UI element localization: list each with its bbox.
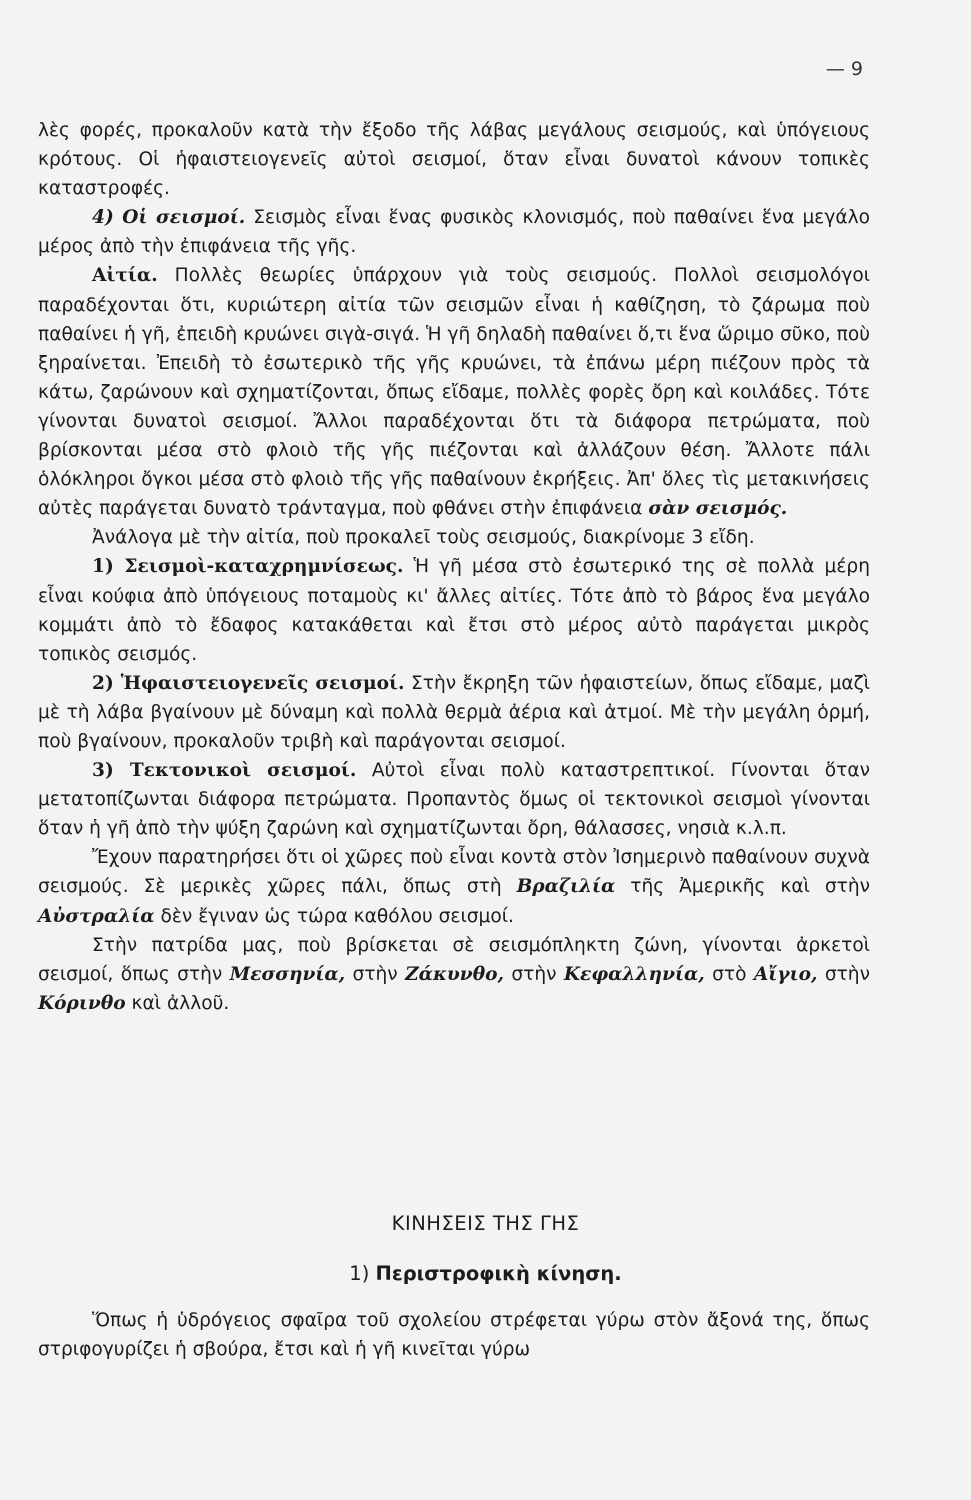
paragraph-volcanic-text: Στὴν ἔκρηξη τῶν ἡφαιστείων, ὅπως εἴδαμε, μαζὶ μὲ τὴ λάβα βγαίνουν μὲ δύναμη καὶ πολλὰ θερμὰ ἀέρια καὶ ἀτμοί. Μὲ τὴν μεγάλη ὁρμή, ποὺ βγαίνουν, προκαλοῦν τριβὴ καὶ παράγονται σεισμοί.	[38, 672, 870, 752]
paragraph-volcanic-intro: λὲς φορές, προκαλοῦν κατὰ τὴν ἔξοδο τῆς λάβας μεγάλους σεισμούς, καὶ ὑπόγειους κρότους. Οἱ ἡφαιστειογενεῖς αὐτοὶ σεισμοί, ὅταν εἶναι δυνατοὶ κάνουν τοπικὲς καταστροφές.	[38, 120, 870, 200]
section-heading: ΚΙΝΗΣΕΙΣ ΤΗΣ ΓΗΣ	[391, 1212, 580, 1235]
heading-tectonic-quakes: 3) Τεκτονικοὶ σεισμοί.	[92, 760, 357, 782]
paragraph-collapse-quakes	[38, 552, 870, 668]
place-messinia: Μεσσηνία,	[229, 963, 346, 985]
greece-text-a: Στὴν πατρίδα μας, ποὺ βρίσκεται σὲ σεισμόπληκτη ζώνη, γίνονται ἀρκετοὶ σεισμοί, ὅπως στὴν	[38, 934, 870, 985]
greece-text-b: στὴν	[345, 963, 406, 985]
paragraph-rotation: Ὅπως ἡ ὑδρόγειος σφαῖρα τοῦ σχολείου στρέφεται γύρω στὸν ἄξονά της, ὅπως στριφογυρίζει ἡ σβούρα, ἔτσι καὶ ἡ γῆ κινεῖται γύρω	[38, 1310, 870, 1361]
place-aigio: Αἴγιο,	[753, 963, 818, 985]
greece-text-e: στὴν	[817, 963, 870, 985]
equator-text-a: Ἔχουν παρατηρήσει ὅτι οἱ χῶρες ποὺ εἶναι κοντὰ στὸν Ἰσημερινὸ παθαίνουν συχνὰ σεισμούς. Σὲ μερικὲς χῶρες πάλι, ὅπως στὴ	[38, 847, 870, 898]
sub-heading-title: Περιστροφικὴ κίνηση.	[375, 1262, 622, 1285]
body-text-continued	[38, 1306, 870, 1364]
sub-heading	[0, 1262, 971, 1285]
paragraph-causes-end: σὰν σεισμός.	[648, 498, 788, 520]
paragraph-causes-text: Πολλὲς θεωρίες ὑπάρχουν γιὰ τοὺς σεισμούς. Πολλοὶ σεισμολόγοι παραδέχονται ὅτι, κυριώτερη αἰτία τῶν σεισμῶν εἶναι ἡ καθίζηση, τὸ ζάρωμα ποὺ παθαίνει ἡ γῆ, ἐπειδὴ κρυώνει σιγὰ-σιγά. Ἡ γῆ δηλαδὴ παθαίνει ὅ,τι ἕνα ὥριμο σῦκο, ποὺ ξηραίνεται. Ἐπειδὴ τὸ ἐσωτερικὸ τῆς γῆς κρυώνει, τὰ ἐπάνω μέρη πιέζουν πρὸς τὰ κάτω, ζαρώνουν καὶ σχηματίζονται, ὅπως εἴδαμε, πολλὲς φορὲς ὄρη καὶ κοιλάδες. Τότε γίνονται δυνατοὶ σεισμοί. Ἄλλοι παραδέχονται ὅτι τὰ διάφορα πετρώματα, ποὺ βρίσκονται μέσα στὸ φλοιὸ τῆς γῆς πιέζονται καὶ ἀλλάζουν θέση. Ἄλλοτε πάλι ὁλόκληροι ὄγκοι μέσα στὸ φλοιὸ τῆς γῆς παθαίνουν ἐκρήξεις. Ἀπ' ὅλες τὶς μετακινήσεις αὐτὲς παράγεται δυνατὸ τράνταγμα, ποὺ φθάνει στὴν ἐπιφάνεια	[38, 265, 870, 520]
body-text	[38, 116, 870, 1018]
paragraph-tectonic-quakes	[38, 756, 870, 843]
paragraph-three-kinds: Ἀνάλογα μὲ τὴν αἰτία, ποὺ προκαλεῖ τοὺς σεισμούς, διακρίνομε 3 εἴδη.	[92, 527, 755, 549]
place-zakynthos: Ζάκυνθο,	[405, 963, 504, 985]
paragraph-earthquakes	[38, 203, 870, 261]
paragraph-equator	[38, 843, 870, 930]
paragraph-tectonic-text: Αὐτοὶ εἶναι πολὺ καταστρεπτικοί. Γίνονται ὅταν μετατοπίζωνται διάφορα πετρώματα. Προπαντὸς ὅμως οἱ τεκτονικοὶ σεισμοὶ γίνονται ὅταν ἡ γῆ ἀπὸ τὴν ψύξη ζαρώνη καὶ σχηματίζωνται ὄρη, θάλασσες, νησιὰ κ.λ.π.	[38, 760, 870, 840]
place-korinthos: Κόρινθο	[38, 992, 126, 1014]
greece-text-d: στὸ	[704, 963, 754, 985]
equator-text-c: δὲν ἔγιναν ὡς τώρα καθόλου σεισμοί.	[154, 905, 514, 927]
page-number: — 9	[825, 58, 863, 80]
greece-text-c: στὴν	[503, 963, 564, 985]
greece-text-f: καὶ ἀλλοῦ.	[125, 992, 230, 1014]
paragraph-greece	[38, 931, 870, 1018]
paragraph-earthquakes-text: Σεισμὸς εἶναι ἕνας φυσικὸς κλονισμός, ποὺ παθαίνει ἕνα μεγάλο μέρος ἀπὸ τὴν ἐπιφάνεια τῆς γῆς.	[38, 207, 870, 258]
paragraph-causes	[38, 261, 870, 523]
place-brazil: Βραζιλία	[516, 876, 616, 898]
paragraph-collapse-text: Ἡ γῆ μέσα στὸ ἐσωτερικό της σὲ πολλὰ μέρη εἶναι κούφια ἀπὸ ὑπόγειους ποταμοὺς κι' ἄλλες αἰτίες. Τότε ἀπὸ τὸ βάρος ἕνα μεγάλο κομμάτι ἀπὸ τὸ ἔδαφος κατακάθεται καὶ ἔτσι στὸ μέρος αὐτὸ παράγεται μικρὸς τοπικὸς σεισμός.	[38, 556, 870, 665]
heading-earthquakes: 4) Οἱ σεισμοί.	[92, 207, 246, 229]
heading-causes: Αἰτία.	[92, 265, 158, 287]
paragraph-volcanic-quakes	[38, 669, 870, 756]
heading-collapse-quakes: 1) Σεισμοὶ-καταχρημνίσεως.	[92, 556, 404, 578]
equator-text-b: τῆς Ἀμερικῆς καὶ στὴν	[615, 876, 870, 898]
place-kefallinia: Κεφαλληνία,	[563, 963, 705, 985]
sub-heading-number: 1)	[349, 1262, 370, 1285]
heading-volcanic-quakes: 2) Ἡφαιστειογενεῖς σεισμοί.	[92, 672, 405, 694]
place-australia: Αὐστραλία	[38, 905, 155, 927]
